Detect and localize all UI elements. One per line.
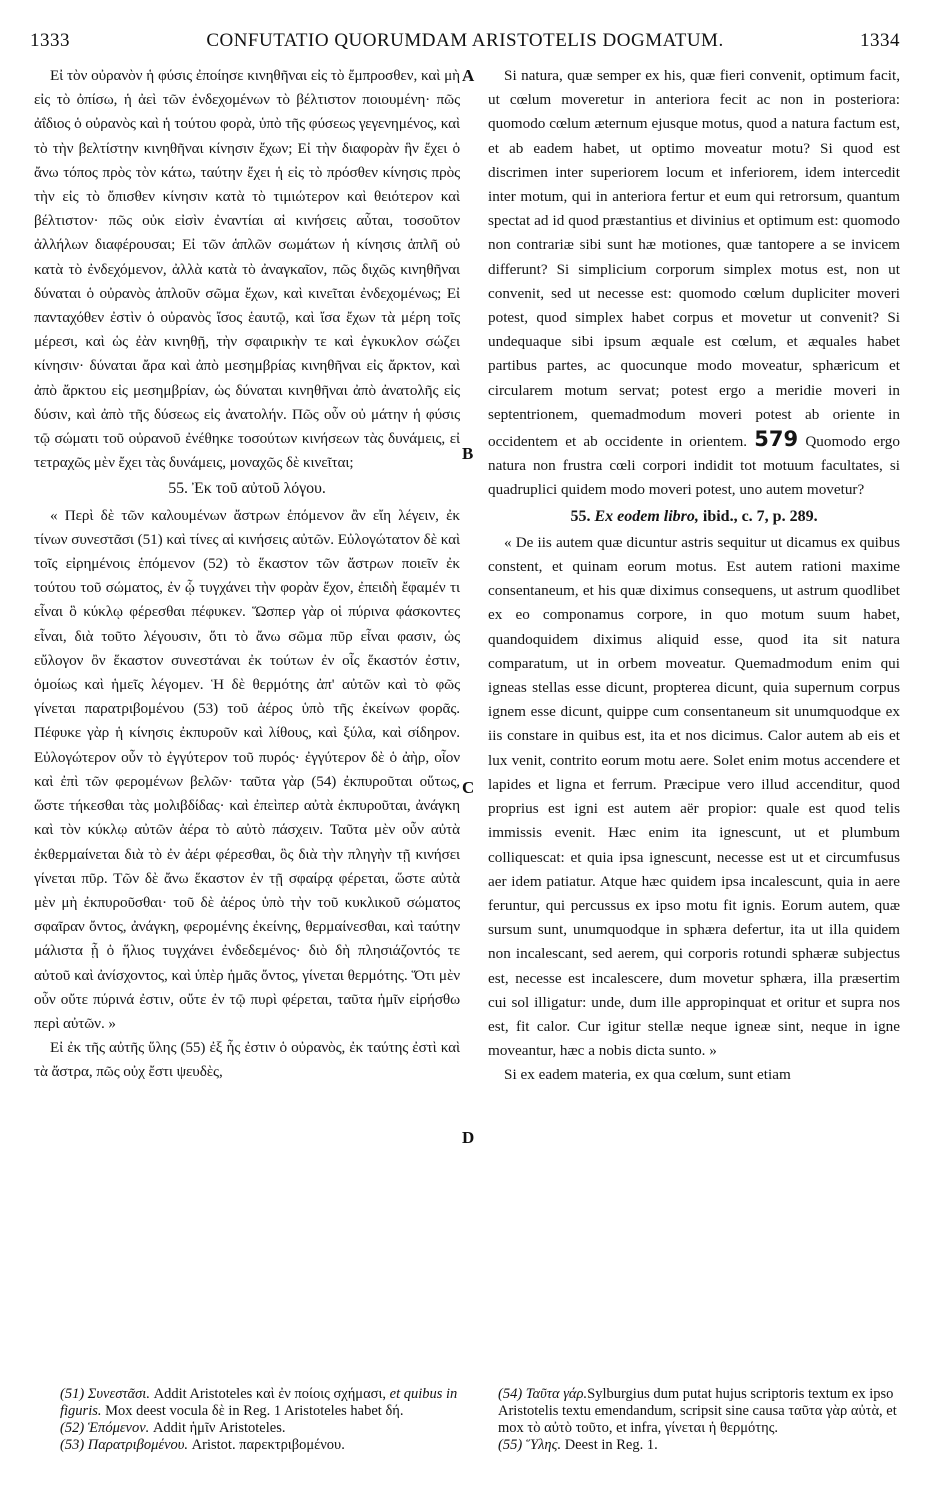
footnote-51-text2: Mox deest vocula δὲ in Reg. 1 Aristoteles habet δή. bbox=[101, 1403, 404, 1419]
footnote-52-label: (52) Ἑπόμενον. bbox=[60, 1420, 150, 1436]
greek-section-title: 55. Ἐκ τοῦ αὐτοῦ λόγου. bbox=[168, 480, 326, 498]
footnote-54-text: Sylburgius dum putat hujus scriptoris textum ex ipso Aristotelis textu emendandum, scripsit sine causa ταῦτα γὰρ αὐτὰ, et mox τὸ αὐτὸ τοῦτο, et infra, γίνεται ἡ θερμότης. bbox=[498, 1386, 897, 1436]
page-header bbox=[30, 30, 900, 54]
page-number-left: 1333 bbox=[30, 30, 70, 51]
latin-paragraph-1-text: Si natura, quæ semper ex his, quæ fieri convenit, optimum facit, ut cœlum moveretur in anteriora fecit ac non in posteriora: quomodo cœlum æternum ejusque motus, quod a natura factum est, et ab eadem habet, ut optimo moveatur motu? Si quod est discrimen inter superiorem locum et inferiorem, idem intercedit inter motum, qui in anteriora fertur et eum qui retrorsum, quantum spectat ad id quod præstantius et divinius et optimum est: quomodo non contrariæ sibi sunt hæ motiones, quæ tantopere a se invicem differunt? Si simplicium corporum simplex motus est, non ut convenit, sed ut necesse est: quomodo cœlum dupliciter moveri potest, quod simplex habet corpus et movetur ut convenit? Si undequaque sibi ipsum æquale est cœlum, et æquales habet partibus partes, ac quocunque modo moveatur, sphæricum et circularem motum servat; potest ergo a meridie moveri in septentrionem, quemadmodum moveri potest ab oriente in occidentem et ab occidente in orientem. bbox=[488, 67, 900, 451]
footnote-55-text: Deest in Reg. 1. bbox=[561, 1437, 658, 1453]
latin-paragraph-1-end: Quomodo ergo natura non frustra cœli corpori indidit tot motuum facultates, si quadruplici quidem modo moveri potest, uno autem movetur? bbox=[488, 433, 900, 499]
greek-paragraph-2: « Περὶ δὲ τῶν καλουμένων ἄστρων ἑπόμενον ἂν εἴη λέγειν, ἐκ τίνων συνεστᾶσι (51) καὶ τίνες αἱ κινήσεις αὐτῶν. Εὐλογώτατον δὲ καὶ τοῖς εἰρημένοις ἑπόμενον (52) τὸ ἕκαστον τῶν ἄστρων ποιεῖν ἐκ τούτου τοῦ σώματος, ἐν ᾧ τυγχάνει τὴν φορὰν ἔχον, ἐπειδὴ ἔφαμέν τι εἶναι ὃ κύκλῳ φέρεσθαι πέφυκεν. Ὥσπερ γὰρ οἱ πύρινα φάσκοντες εἶναι, διὰ τοῦτο λέγουσιν, ὅτι τὸ ἄνω σῶμα πῦρ εἶναι φασιν, ὡς εὔλογον ὂν ἕκαστον συνεστάναι ἐκ τούτων ἐν οἷς ἕκαστόν ἐστιν, ὁμοίως καὶ ἡμεῖς λέγομεν. Ἡ δὲ θερμότης ἀπ' αὐτῶν καὶ τὸ φῶς γίνεται παρατριβομένου (53) τοῦ ἀέρος ὑπὸ τῆς ἐκείνων φορᾶς. Πέφυκε γὰρ ἡ κίνησις ἐκπυροῦν καὶ λίθους, καὶ ξύλα, καὶ σίδηρον. Εὐλογώτερον οὖν τὸ ἐγγύτερον τοῦ πυρός· ἐγγύτερον δὲ ὁ ἀὴρ, οἷον καὶ ἐπὶ τῶν φερομένων βελῶν· ταῦτα γὰρ (54) ἐκπυροῦται οὕτως, ὥστε τήκεσθαι τὰς μολιβδίδας· καὶ ἐπεὶπερ αὐτὰ ἐκπυροῦται, ἀνάγκη καὶ τὸν κύκλῳ αὐτῶν ἀέρα τὸ αὐτὸ πάσχειν. Ταῦτα μὲν οὖν αὐτὰ ἐκθερμαίνεται διὰ τὸ ἐν ἀέρι φέρεσθαι, ὃς διὰ τὴν πληγὴν τῇ κινήσει γίνεται πῦρ. Τῶν δὲ ἄνω ἕκαστον ἐν τῇ σφαίρᾳ φέρεται, ὥστε αὐτὰ μὲν μὴ ἐκπυροῦσθαι· τοῦ δὲ ἀέρος ὑπὸ τὴν τοῦ κυκλικοῦ σώματος σφαῖραν ὄντος, ἀνάγκη, φερομένης ἐκείνης, θερμαίνεσθαι, καὶ ταύτην μάλιστα ᾗ ὁ ἥλιος τυγχάνει ἐνδεδεμένος· διὸ δὴ πλησιάζοντός τε αὐτοῦ καὶ ἀνίσχοντος, καὶ ὑπὲρ ἡμᾶς ὄντος, γίνεται θερμότης. Ὅτι μὲν οὖν οὔτε πύρινά ἐστιν, οὔτε ἐν τῷ πυρὶ φέρεται, ταῦτα ἡμῖν εἰρήσθω περὶ αὐτῶν. » bbox=[34, 506, 460, 1032]
footnote-53-label: (53) Παρατριβομένου. bbox=[60, 1437, 189, 1453]
column-number: 579 bbox=[754, 427, 799, 452]
footnote-52-text: Addit ἡμῖν Aristoteles. bbox=[149, 1420, 286, 1436]
margin-letter-d: D bbox=[462, 1128, 475, 1147]
latin-section-title bbox=[488, 505, 900, 529]
footnote-53 bbox=[60, 1437, 460, 1454]
latin-section-number: 55. bbox=[570, 507, 591, 525]
footnote-51-text: Addit Aristoteles καὶ ἐν ποίοις σχήμασι, bbox=[149, 1386, 390, 1402]
footnote-54 bbox=[498, 1386, 903, 1437]
latin-section-text: Ex eodem libro, bbox=[594, 507, 699, 525]
running-title: CONFUTATIO QUORUMDAM ARISTOTELIS DOGMATUM. bbox=[206, 30, 724, 51]
greek-column bbox=[34, 64, 460, 1085]
footnote-55-label: (55) Ὕλης. bbox=[498, 1437, 562, 1453]
footnote-54-label: (54) Ταῦτα γάρ. bbox=[498, 1386, 588, 1402]
page-number-right: 1334 bbox=[860, 30, 900, 51]
footnote-51-label: (51) Συνεστᾶσι. bbox=[60, 1386, 150, 1402]
footnote-55 bbox=[498, 1437, 903, 1454]
footnotes-left bbox=[60, 1386, 460, 1454]
footnotes-right bbox=[498, 1386, 903, 1454]
latin-paragraph-3: Si ex eadem materia, ex qua cœlum, sunt etiam bbox=[504, 1066, 791, 1084]
footnote-53-text: Aristot. παρεκτριβομένου. bbox=[188, 1437, 345, 1453]
latin-column bbox=[488, 64, 900, 1088]
footnote-51 bbox=[60, 1386, 460, 1420]
latin-section-ref: ibid., c. 7, p. 289. bbox=[702, 507, 818, 525]
greek-paragraph-1: Εἰ τὸν οὐρανὸν ἡ φύσις ἐποίησε κινηθῆναι εἰς τὸ ἔμπροσθεν, καὶ μὴ εἰς τὸ ὀπίσω, ἡ ἀεὶ τῶν ἐνδεχομένων τὸ βέλτιστον ποιουμένη· πῶς ἀΐδιος ὁ οὐρανὸς καὶ ἡ τούτου φορὰ, ὑπὸ τῆς φύσεως γεγενημένος, καὶ τὸ τὴν βελτίστην κινηθῆναι κίνησιν ἔχων; Εἰ τὴν διαφορὰν ἣν ἔχει ὁ ἄνω τόπος πρὸς τὸν κάτω, ταύτην ἔχει ἡ εἰς τὸ πρόσθεν κίνησις πρὸς τὴν εἰς τὸ ὄπισθεν κίνησιν κατὰ τὸ τιμιώτερον καὶ θειότερον καὶ βέλτιστον· πῶς οὐκ εἰσὶν ἐναντίαι αἱ κινήσεις αὗται, τοσοῦτον ἀλλήλων διαφέρουσαι; Εἰ τῶν ἁπλῶν σωμάτων ἡ κίνησις ἁπλῆ οὐ κατὰ τὸ ἐνδεχόμενον, ἀλλὰ κατὰ τὸ ἀναγκαῖον, πῶς διχῶς κινηθῆναι δύναται ὁ οὐρανὸς ἁπλοῦν σῶμα ἔχων, καὶ κινεῖται ἐνδεχομένως; Εἰ πανταχόθεν ἐστὶν ὁ οὐρανὸς ἴσος ἑαυτῷ, καὶ ἴσα ἔχων τὰ μέρη τοῖς μέρεσι, καὶ ὡς ἐὰν κινηθῇ, τὴν σφαιρικὴν τε καὶ ἐγκυκλον σώζει κίνησιν· δύναται ἄρα καὶ ἀπὸ μεσημβρίας κινηθῆναι εἰς ἄρκτον, καὶ ἀπὸ ἄρκτου εἰς μεσημβρίαν, ὡς δύναται κινηθῆναι ἀπὸ ἀνατολῆς εἰς δύσιν, καὶ ἀπὸ τῆς δύσεως εἰς ἀνατολήν. Πῶς οὖν οὐ μάτην ἡ φύσις τῷ σώματι τοῦ οὐρανοῦ ἐνέθηκε τοσούτων κινήσεων τὰς δυνάμεις, εἰ τετραχῶς μὲν ἔχει τὰς δυνάμεις, μοναχῶς δὲ κινεῖται; bbox=[34, 67, 460, 472]
footnote-52 bbox=[60, 1420, 460, 1437]
latin-paragraph-2: « De iis autem quæ dicuntur astris sequitur ut dicamus ex quibus constent, et quinam eorum motus. Est autem rationi maxime consentaneum, et his quæ diximus consequens, ut astrum quodlibet ex eo componamus corpore, in quo motum suum habet, quandoquidem diximus aliquid esse, quod ita sit natura comparatum, ut in orbem moveatur. Quemadmodum enim qui igneas stellas esse dicunt, propterea dicunt, quia supernum corpus ignem esse dicunt, quippe cum consentaneum sit unumquodque ex iis constare in quibus est, ita et nos dicimus. Calor autem ab eis et lux venit, contrito eorum motu aere. Solet enim motus accendere et lapides et ligna et ferrum. Præcipue vero illud accenditur, quod proprius est igni est autem aër propior: quale est quod telis immissis evenit. Hæc enim ita ignescunt, ut et plumbum colliquescat: et quia ipsa ignescunt, necesse est ut et circumfusus aer idem patiatur. Atque hæc quidem ipsa incalescunt, quia in aere feruntur, qui percussus ex ipso motu fit ignis. Eorum autem, quæ sursum sunt, unumquodque in sphæra defertur, ita ut illa quidem non incalescant, sed aerem, qui corporis rotundi sphæræ subjectus est, necesse est incalescere, dum movetur sphæra, illa præsertim cui sol illigatur: unde, dum ille appropinquat et oritur et supra nos est, fit calor. Cur igitur stellæ neque igneæ sint, neque in igne moveantur, hæc a nobis dicta sunto. » bbox=[488, 533, 900, 1060]
latin-paragraph-1 bbox=[488, 64, 900, 503]
margin-letter-c: C bbox=[462, 778, 475, 797]
greek-paragraph-3: Εἰ ἐκ τῆς αὐτῆς ὕλης (55) ἐξ ἧς ἐστιν ὁ οὐρανὸς, ἐκ ταύτης ἐστὶ καὶ τὰ ἄστρα, πῶς οὐχ ἔστι ψευδὲς, bbox=[34, 1039, 460, 1081]
margin-letter-a: A bbox=[462, 66, 475, 85]
margin-letter-b: B bbox=[462, 444, 474, 463]
footnote-51-italic: et quibus in figuris. bbox=[60, 1386, 458, 1419]
